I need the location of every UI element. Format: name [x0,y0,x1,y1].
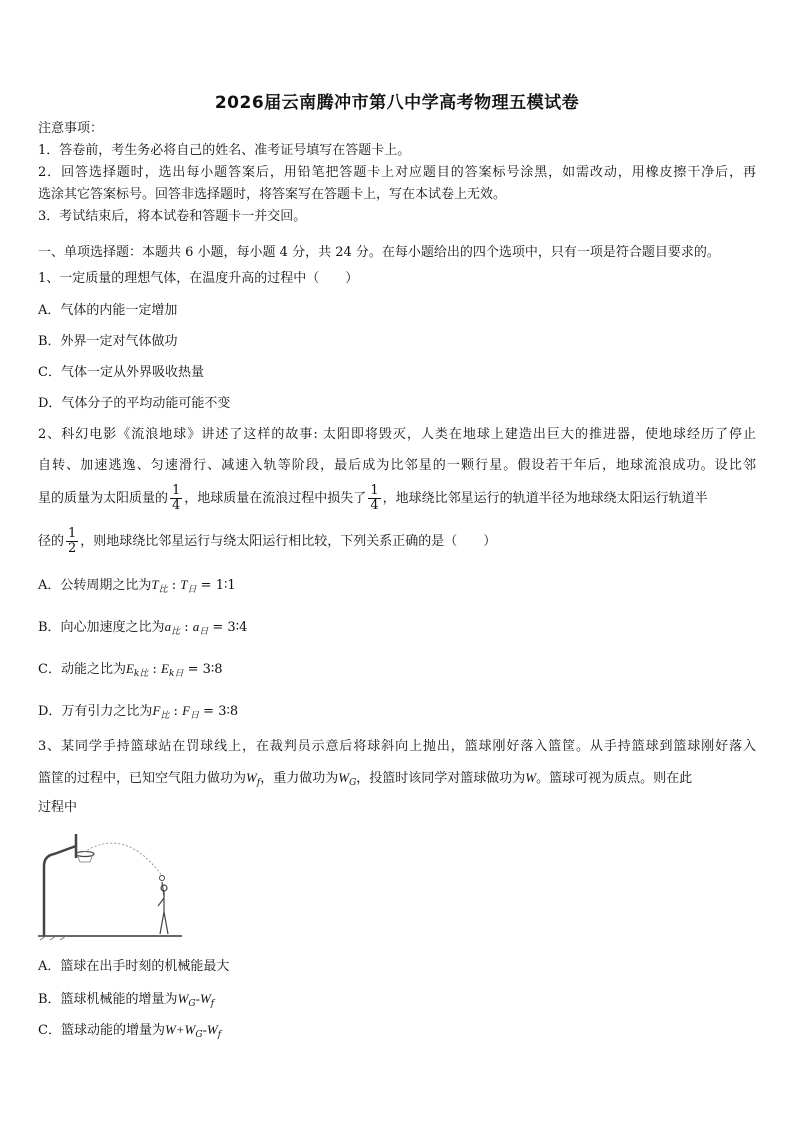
question-2-line: 2、科幻电影《流浪地球》讲述了这样的故事: 太阳即将毁灭，人类在地球上建造出巨大的推进器，使地球经历了停止 [38,427,756,442]
question-2-option-b: B．向心加速度之比为$a_比$ : $a_日$ = 3∶4 [38,619,248,637]
notice-heading: 注意事项： [38,121,104,136]
question-2-line-with-fraction: 径的 $\frac{1}{2}$ ，则地球绕比邻星运行与绕太阳运行相比较，下列关系正确的是（ ） [38,526,497,556]
question-1-option-d: D．气体分子的平均动能可能不变 [38,396,231,411]
fraction-one-quarter: $\frac{1}{4}$ [172,483,181,513]
section-heading: 一、单项选择题：本题共 6 小题，每小题 4 分，共 24 分。在每小题给出的四个选项中，只有一项是符合题目要求的。 [38,245,720,260]
notice-item: 2．回答选择题时，选出每小题答案后，用铅笔把答题卡上对应题目的答案标号涂黑，如需改动，用橡皮擦干净后，再 [38,165,756,180]
question-3-option-b: B．篮球机械能的增量为$W_G-W_f$ [38,991,215,1009]
question-1-option-b: B．外界一定对气体做功 [38,334,178,349]
notice-item: 1．答卷前，考生务必将自己的姓名、准考证号填写在答题卡上。 [38,143,411,158]
question-1-option-a: A．气体的内能一定增加 [38,303,178,318]
notice-item: 选涂其它答案标号。回答非选择题时，将答案写在答题卡上，写在本试卷上无效。 [38,187,507,202]
page-title: 2026届云南腾冲市第八中学高考物理五模试卷 [214,93,580,113]
question-2-option-a: A．公转周期之比为$T_比$ : $T_日$ = 1∶1 [38,577,236,595]
fraction-one-quarter: $\frac{1}{4}$ [370,483,379,513]
question-1-stem: 1、一定质量的理想气体，在温度升高的过程中（ ） [38,271,359,286]
hoop-net [77,854,93,862]
question-3-line: 过程中 [38,800,78,815]
hoop-pole [44,846,76,936]
question-3-line-with-work-symbols: 篮筐的过程中，已知空气阻力做功为$W_f$，重力做功为$W_G$，投篮时该同学对篮球做功为W。篮球可视为质点。则在此 [38,770,693,788]
question-3-option-a: A．篮球在出手时刻的机械能最大 [38,959,230,974]
fraction-one-half: $\frac{1}{2}$ [68,526,77,556]
question-3-line: 3、某同学手持篮球站在罚球线上，在裁判员示意后将球斜向上抛出，篮球刚好落入篮筐。从手持篮球到篮球刚好落入 [38,739,756,754]
question-2-option-d: D．万有引力之比为$F_比$ : $F_日$ = 3∶8 [38,703,239,721]
question-1-option-c: C．气体一定从外界吸收热量 [38,365,204,380]
basketball [160,876,165,881]
question-2-line-with-fractions: 星的质量为太阳质量的 $\frac{1}{4}$ ，地球质量在流浪过程中损失了 $\frac{1}{4}$ ，地球绕比邻星运行的轨道半径为地球绕太阳运行轨道半 [38,483,708,513]
hoop-ring [76,852,94,857]
ball-trajectory [84,843,162,876]
question-2-line: 自转、加速逃逸、匀速滑行、减速入轨等阶段，最后成为比邻星的一颗行星。假设若干年后，地球流浪成功。设比邻 [38,458,756,473]
basketball-hoop-figure [36,832,186,944]
question-2-option-c: C．动能之比为$E_{k比}$ : $E_{k日}$ = 3∶8 [38,661,223,679]
player-figure [158,882,168,934]
question-3-option-c: C．篮球动能的增量为$W+W_G-W_f$ [38,1022,222,1040]
notice-item: 3．考试结束后，将本试卷和答题卡一并交回。 [38,209,307,224]
